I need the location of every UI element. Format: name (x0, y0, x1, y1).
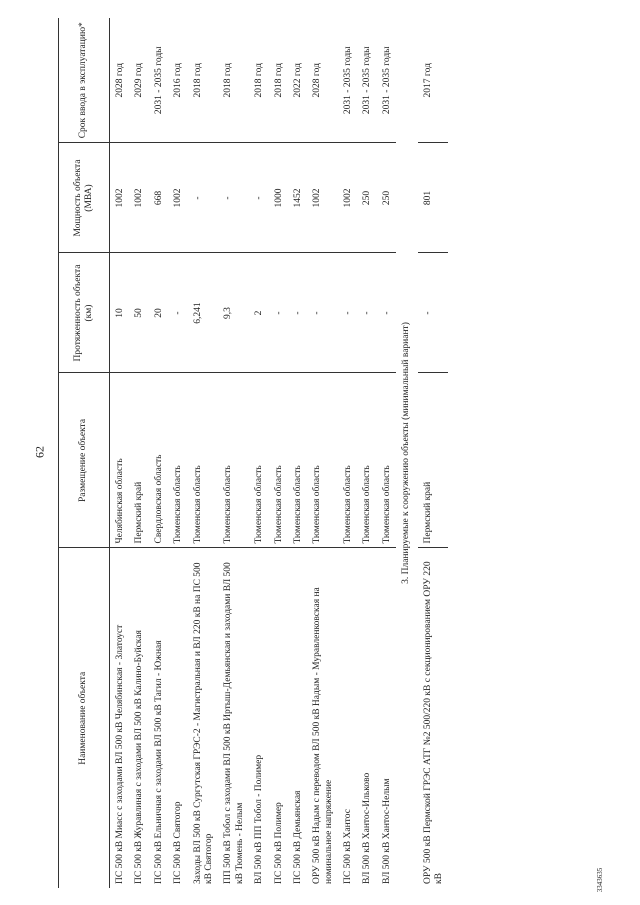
cell-power: 668 (149, 143, 168, 253)
cell-location: Тюменская область (338, 373, 357, 548)
cell-location: Тюменская область (269, 373, 288, 548)
cell-commission-date: 2018 год (249, 18, 268, 143)
cell-power: - (188, 143, 219, 253)
cell-length: 6,241 (188, 253, 219, 373)
table-row (110, 18, 130, 888)
cell-object-name: ОРУ 500 кВ Надым с переводом ВЛ 500 кВ Надым - Муравленковская на номинальное напряжение (312, 587, 334, 884)
cell-commission-date: 2031 - 2035 годы (338, 18, 357, 143)
cell-length: - (377, 253, 396, 373)
cell-power: 1000 (269, 143, 288, 253)
cell-object-name: Заходы ВЛ 500 кВ Сургутская ГРЭС-2 - Магистральная и ВЛ 220 кВ на ПС 500 кВ Святогор (192, 562, 214, 884)
cell-location: Тюменская область (307, 373, 338, 548)
cell-length: - (418, 253, 449, 373)
table-row (418, 18, 449, 888)
table-header-row (59, 18, 110, 888)
cell-object-name: ВЛ 500 кВ Хантос-Нелым (381, 778, 392, 884)
cell-commission-date: 2031 - 2035 годы (149, 18, 168, 143)
header-location: Размещение объекта (59, 373, 110, 548)
cell-power: 250 (357, 143, 376, 253)
cell-object-name: ПС 500 кВ Святогор (173, 801, 184, 884)
cell-location: Тюменская область (218, 373, 249, 548)
cell-location: Пермский край (129, 373, 148, 548)
cell-length: 9,3 (218, 253, 249, 373)
cell-object-name: ПС 500 кВ Полимер (273, 802, 284, 884)
cell-power: - (218, 143, 249, 253)
table-row (188, 18, 219, 888)
cell-commission-date: 2031 - 2035 годы (357, 18, 376, 143)
cell-commission-date: 2022 год (288, 18, 307, 143)
cell-power: - (249, 143, 268, 253)
document-id: 3343635 (596, 867, 604, 893)
cell-commission-date: 2028 год (110, 18, 130, 143)
header-name: Наименование объекта (59, 548, 110, 888)
cell-object-name: ПС 500 кВ Миасс с заходами ВЛ 500 кВ Челябинская - Златоуст (115, 624, 125, 884)
table-row (218, 18, 249, 888)
cell-length: - (357, 253, 376, 373)
cell-location: Тюменская область (188, 373, 219, 548)
cell-location: Тюменская область (377, 373, 396, 548)
table-row (338, 18, 357, 888)
cell-object-name: ПС 500 кВ Хантос (343, 809, 354, 884)
cell-length: - (338, 253, 357, 373)
cell-power: 1452 (288, 143, 307, 253)
table-row (357, 18, 376, 888)
header-length: Протяженность объекта (км) (59, 253, 110, 373)
cell-commission-date: 2018 год (269, 18, 288, 143)
cell-location: Тюменская область (249, 373, 268, 548)
cell-commission-date: 2029 год (129, 18, 148, 143)
cell-power: 1002 (338, 143, 357, 253)
cell-location: Челябинская область (110, 373, 130, 548)
cell-commission-date: 2028 год (307, 18, 338, 143)
cell-length: 50 (129, 253, 148, 373)
page-number: 62 (32, 446, 47, 458)
cell-length: 10 (110, 253, 130, 373)
header-date: Срок ввода в эксплуатацию* (59, 18, 110, 143)
cell-length: - (168, 253, 187, 373)
cell-commission-date: 2018 год (218, 18, 249, 143)
cell-object-name: ВЛ 500 кВ ПП Тобол - Полимер (254, 754, 265, 884)
cell-length: - (269, 253, 288, 373)
table-row (249, 18, 268, 888)
cell-location: Свердловская область (149, 373, 168, 548)
cell-power: 1002 (168, 143, 187, 253)
table-row (377, 18, 396, 888)
cell-location: Тюменская область (288, 373, 307, 548)
table-row (168, 18, 187, 888)
section-3-title: 3. Планируемые к сооружению объекты (минимальный вариант) (401, 322, 412, 584)
objects-table (58, 18, 448, 888)
header-power: Мощность объекта (МВА) (59, 143, 110, 253)
cell-commission-date: 2016 год (168, 18, 187, 143)
cell-power: 1002 (110, 143, 130, 253)
cell-object-name: ОРУ 500 кВ Пермской ГРЭС АТГ №2 500/220 кВ с секционированием ОРУ 220 кВ (422, 561, 445, 884)
cell-power: 1002 (129, 143, 148, 253)
cell-power: 801 (418, 143, 449, 253)
cell-object-name: ПС 500 кВ Ельничная с заходами ВЛ 500 кВ Тагил - Южная (153, 640, 164, 884)
cell-object-name: ПС 500 кВ Журавлиная с заходами ВЛ 500 кВ Калино-Буйская (134, 630, 145, 884)
cell-length: 2 (249, 253, 268, 373)
table-row (149, 18, 168, 888)
cell-location: Тюменская область (357, 373, 376, 548)
cell-commission-date: 2018 год (188, 18, 219, 143)
cell-object-name: ВЛ 500 кВ Хантос-Ильково (362, 772, 373, 884)
rotated-table-container (58, 18, 613, 888)
table-row (307, 18, 338, 888)
cell-length: 20 (149, 253, 168, 373)
cell-location: Тюменская область (168, 373, 187, 548)
cell-length: - (288, 253, 307, 373)
cell-commission-date: 2031 - 2035 годы (377, 18, 396, 143)
table-row (129, 18, 148, 888)
section-3-row (396, 18, 417, 888)
table-row (288, 18, 307, 888)
cell-commission-date: 2017 год (418, 18, 449, 143)
cell-location: Пермский край (418, 373, 449, 548)
cell-object-name: ПС 500 кВ Демьянская (292, 790, 303, 884)
cell-length: - (307, 253, 338, 373)
cell-power: 250 (377, 143, 396, 253)
table-row (269, 18, 288, 888)
cell-power: 1002 (307, 143, 338, 253)
cell-object-name: ПП 500 кВ Тобол с заходами ВЛ 500 кВ Иртыш-Демьянская и заходами ВЛ 500 кВ Тюмень - Нелым (223, 562, 245, 884)
